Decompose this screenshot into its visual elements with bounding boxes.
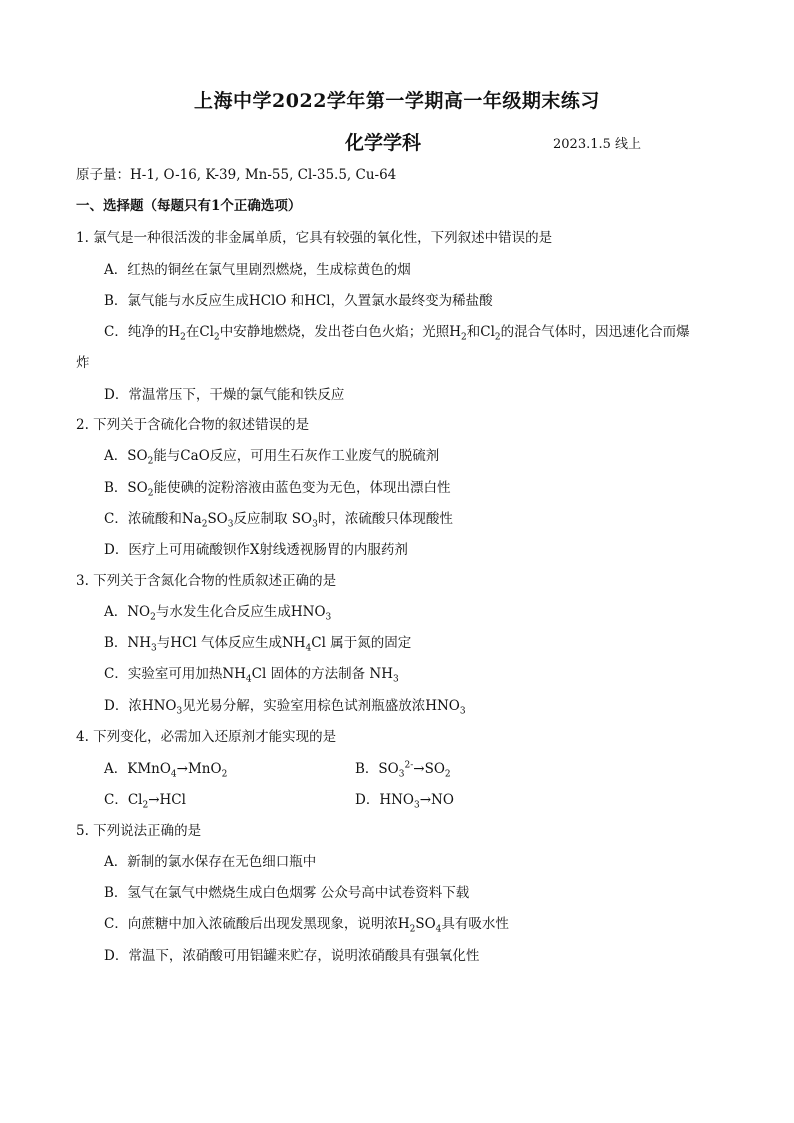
question-5-option-c: C．向蔗糖中加入浓硫酸后出现发黑现象，说明浓$H_2SO_4$具有吸水性 [104,916,509,935]
atomic-masses: 原子量：H-1, O-16, K-39, Mn-55, Cl-35.5, Cu-64 [76,167,397,183]
question-4-option-b: B．$SO_3^{2-}\to SO_2$ [355,760,451,780]
question-3-option-c: C．实验室可用加热$NH_4Cl$ 固体的方法制备 $NH_3$ [104,666,399,685]
subtitle-row [0,128,794,154]
question-2-option-a: A．$SO_2$能与CaO反应，可用生石灰作工业废气的脱硫剂 [104,448,440,467]
question-2-stem: 2. 下列关于含硫化合物的叙述错误的是 [76,417,310,433]
subject-label: 化学学科 [345,132,422,154]
question-2-option-d: D．医疗上可用硫酸钡作X射线透视肠胃的内服药剂 [104,542,408,558]
question-4-option-c: C．$Cl_2\to HCl$ [104,792,186,811]
question-1-option-c-continued: 炸 [76,355,90,371]
section-title: 一、选择题（每题只有1个正确选项） [76,198,302,214]
question-3-option-d: D．浓$HNO_3$见光易分解，实验室用棕色试剂瓶盛放浓$HNO_3$ [104,698,466,717]
question-1-option-d: D．常温常压下，干燥的氯气能和铁反应 [104,387,345,403]
question-5-stem: 5. 下列说法正确的是 [76,823,202,839]
question-4-option-d: D．$HNO_3\to NO$ [355,792,454,811]
question-5-option-a: A．新制的氯水保存在无色细口瓶中 [104,854,317,870]
question-2-option-b: B．$SO_2$能使碘的淀粉溶液由蓝色变为无色，体现出漂白性 [104,480,451,499]
question-3-option-a: A．$NO_2$与水发生化合反应生成$HNO_3$ [104,604,332,623]
question-1-stem: 1. 氯气是一种很活泼的非金属单质，它具有较强的氧化性，下列叙述中错误的是 [76,230,553,246]
question-3-stem: 3. 下列关于含氮化合物的性质叙述正确的是 [76,573,337,589]
question-1-option-a: A．红热的铜丝在氯气里剧烈燃烧，生成棕黄色的烟 [104,262,411,278]
question-1-option-c: C．纯净的$H_2$在$Cl_2$中安静地燃烧，发出苍白色火焰；光照$H_2$和$Cl_2$的混合气体时，因迅速化合而爆 [104,324,690,343]
question-5-option-b: B．氢气在氯气中燃烧生成白色烟雾 公众号高中试卷资料下载 [104,885,470,901]
question-2-option-c: C．浓硫酸和$Na_2SO_3$反应制取 $SO_3$时，浓硫酸只体现酸性 [104,511,453,530]
question-4-option-a: A．KMnO$_4$→MnO$_2$ [104,761,228,780]
question-1-option-b: B．氯气能与水反应生成HClO 和HCl，久置氯水最终变为稀盐酸 [104,293,493,309]
question-4-stem: 4. 下列变化，必需加入还原剂才能实现的是 [76,729,337,745]
question-3-option-b: B．$NH_3$与HCl 气体反应生成$NH_4Cl$ 属于氮的固定 [104,635,412,654]
exam-title: 上海中学2022学年第一学期高一年级期末练习 [194,90,600,112]
exam-date: 2023.1.5 线上 [553,137,642,152]
question-5-option-d: D．常温下，浓硝酸可用铝罐来贮存，说明浓硝酸具有强氧化性 [104,948,480,964]
